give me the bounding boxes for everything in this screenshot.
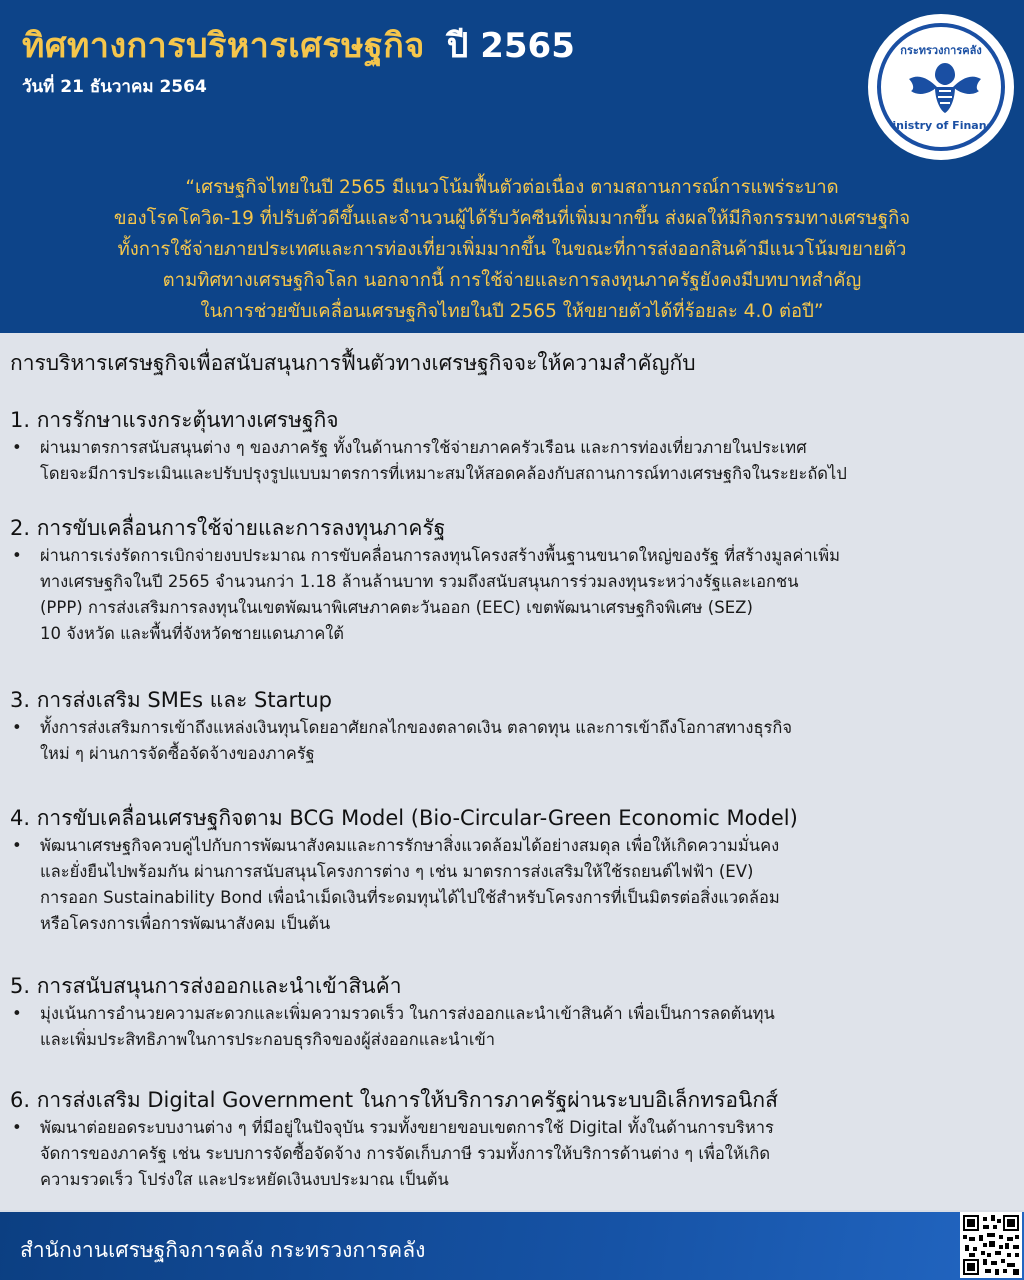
garuda-emblem-icon xyxy=(905,57,985,117)
bullet-item xyxy=(10,1001,1014,1053)
bullet-line: ความรวดเร็ว โปร่งใส และประหยัดเงินงบประมาณ เป็นต้น xyxy=(40,1170,449,1189)
bullet-text xyxy=(40,715,1014,767)
bullet-line: มุ่งเน้นการอำนวยความสะดวกและเพิ่มความรวดเร็ว ในการส่งออกและนำเข้าสินค้า เพื่อเป็นการลดต้นทุน xyxy=(40,1004,775,1023)
title-year: ปี 2565 xyxy=(446,26,575,66)
section-title: 4. การขับเคลื่อนเศรษฐกิจตาม BCG Model (Bio-Circular-Green Economic Model) xyxy=(10,806,798,830)
ministry-of-finance-seal-icon xyxy=(868,14,1014,160)
bullet-line: ผ่านมาตรการสนับสนุนต่าง ๆ ของภาครัฐ ทั้งในด้านการใช้จ่ายภาคครัวเรือน และการท่องเที่ยวภายในประเทศ xyxy=(40,438,807,457)
section-title: 3. การส่งเสริม SMEs และ Startup xyxy=(10,688,332,712)
bullet-line: ใหม่ ๆ ผ่านการจัดซื้อจัดจ้างของภาครัฐ xyxy=(40,744,315,763)
section-title: 2. การขับเคลื่อนการใช้จ่ายและการลงทุนภาครัฐ xyxy=(10,516,446,540)
bullet-item xyxy=(10,543,1014,647)
logo-top-text: กระทรวงการคลัง xyxy=(900,44,982,57)
quote-line: ของโรคโควิด-19 ที่ปรับตัวดีขึ้นและจำนวนผู้ได้รับวัคซีนที่เพิ่มมากขึ้น ส่งผลให้มีกิจกรรมทางเศรษฐกิจ xyxy=(113,208,911,229)
section-5 xyxy=(10,971,1014,1053)
section-title: 6. การส่งเสริม Digital Government ในการให้บริการภาครัฐผ่านระบบอิเล็กทรอนิกส์ xyxy=(10,1088,778,1112)
footer-bar xyxy=(0,1212,1024,1280)
content-panel xyxy=(0,333,1024,1210)
section-6 xyxy=(10,1085,1014,1193)
bullet-line: พัฒนาเศรษฐกิจควบคู่ไปกับการพัฒนาสังคมและการรักษาสิ่งแวดล้อมได้อย่างสมดุล เพื่อให้เกิดความมั่นคง xyxy=(40,836,780,855)
bullet-item xyxy=(10,435,1014,487)
section-2 xyxy=(10,513,1014,647)
bullet-text xyxy=(40,435,1014,487)
section-title: 5. การสนับสนุนการส่งออกและนำเข้าสินค้า xyxy=(10,974,402,998)
bullet-line: และยั่งยืนไปพร้อมกัน ผ่านการสนับสนุนโครงการต่าง ๆ เช่น มาตรการส่งเสริมให้ใช้รถยนต์ไฟฟ้า (EV) xyxy=(40,862,754,881)
header-banner xyxy=(0,0,1024,333)
section-3 xyxy=(10,685,1014,767)
bullet-text xyxy=(40,543,1014,647)
page-title xyxy=(22,18,575,72)
bullet-line: หรือโครงการเพื่อการพัฒนาสังคม เป็นต้น xyxy=(40,914,331,933)
bullet-text xyxy=(40,833,1014,937)
bullet-line: 10 จังหวัด และพื้นที่จังหวัดชายแดนภาคใต้ xyxy=(40,624,345,643)
bullet-line: และเพิ่มประสิทธิภาพในการประกอบธุรกิจของผู้ส่งออกและนำเข้า xyxy=(40,1030,496,1049)
bullet-text xyxy=(40,1115,1014,1193)
quote-block xyxy=(0,172,1024,327)
intro-heading: การบริหารเศรษฐกิจเพื่อสนับสนุนการฟื้นตัวทางเศรษฐกิจจะให้ความสำคัญกับ xyxy=(10,351,696,375)
quote-line: ในการช่วยขับเคลื่อนเศรษฐกิจไทยในปี 2565 ให้ขยายตัวได้ที่ร้อยละ 4.0 ต่อปี” xyxy=(200,301,824,322)
qr-code-icon[interactable] xyxy=(960,1212,1022,1278)
bullet-item xyxy=(10,833,1014,937)
title-main: ทิศทางการบริหารเศรษฐกิจ xyxy=(22,26,425,66)
bullet-line: การออก Sustainability Bond เพื่อนำเม็ดเงินที่ระดมทุนได้ไปใช้สำหรับโครงการที่เป็นมิตรต่อสิ่งแวดล้อม xyxy=(40,888,780,907)
bullet-line: จัดการของภาครัฐ เช่น ระบบการจัดซื้อจัดจ้าง การจัดเก็บภาษี รวมทั้งการให้บริการด้านต่าง ๆ เพื่อให้เกิด xyxy=(40,1144,771,1163)
bullet-dot: • xyxy=(12,718,22,737)
section-4 xyxy=(10,803,1014,937)
bullet-item xyxy=(10,1115,1014,1193)
bullet-line: พัฒนาต่อยอดระบบงานต่าง ๆ ที่มีอยู่ในปัจจุบัน รวมทั้งขยายขอบเขตการใช้ Digital ทั้งในด้านการบริหาร xyxy=(40,1118,774,1137)
section-title: 1. การรักษาแรงกระตุ้นทางเศรษฐกิจ xyxy=(10,408,339,432)
bullet-line: ผ่านการเร่งรัดการเบิกจ่ายงบประมาณ การขับคลื่อนการลงทุนโครงสร้างพื้นฐานขนาดใหญ่ของรัฐ ที่สร้างมูลค่าเพิ่ม xyxy=(40,546,841,565)
section-1 xyxy=(10,405,1014,487)
date-line: วันที่ 21 ธันวาคม 2564 xyxy=(22,77,207,97)
bullet-line: โดยจะมีการประเมินและปรับปรุงรูปแบบมาตรการที่เหมาะสมให้สอดคล้องกับสถานการณ์ทางเศรษฐกิจในระยะถัดไป xyxy=(40,464,847,483)
bullet-dot: • xyxy=(12,1004,22,1023)
bullet-line: ทางเศรษฐกิจในปี 2565 จำนวนกว่า 1.18 ล้านล้านบาท รวมถึงสนับสนุนการร่วมลงทุนระหว่างรัฐและเอกชน xyxy=(40,572,799,591)
bullet-line: ทั้งการส่งเสริมการเข้าถึงแหล่งเงินทุนโดยอาศัยกลไกของตลาดเงิน ตลาดทุน และการเข้าถึงโอกาสทางธุรกิจ xyxy=(40,718,793,737)
qr-code-graphic xyxy=(963,1215,1019,1275)
bullet-text xyxy=(40,1001,1014,1053)
bullet-dot: • xyxy=(12,836,22,855)
bullet-dot: • xyxy=(12,438,22,457)
logo-seal-ring xyxy=(877,23,1005,151)
bullet-item xyxy=(10,715,1014,767)
footer-org-name: สำนักงานเศรษฐกิจการคลัง กระทรวงการคลัง xyxy=(20,1238,426,1262)
quote-line: ทั้งการใช้จ่ายภายประเทศและการท่องเที่ยวเพิ่มมากขึ้น ในขณะที่การส่งออกสินค้ามีแนวโน้มขยายตัว xyxy=(117,239,907,260)
bullet-dot: • xyxy=(12,1118,22,1137)
quote-line: ตามทิศทางเศรษฐกิจโลก นอกจากนี้ การใช้จ่ายและการลงทุนภาครัฐยังคงมีบทบาทสำคัญ xyxy=(162,270,862,291)
quote-line: “เศรษฐกิจไทยในปี 2565 มีแนวโน้มฟื้นตัวต่อเนื่อง ตามสถานการณ์การแพร่ระบาด xyxy=(185,177,839,198)
logo-bottom-text: Ministry of Finance xyxy=(881,119,1001,132)
bullet-line: (PPP) การส่งเสริมการลงทุนในเขตพัฒนาพิเศษภาคตะวันออก (EEC) เขตพัฒนาเศรษฐกิจพิเศษ (SEZ) xyxy=(40,598,753,617)
bullet-dot: • xyxy=(12,546,22,565)
